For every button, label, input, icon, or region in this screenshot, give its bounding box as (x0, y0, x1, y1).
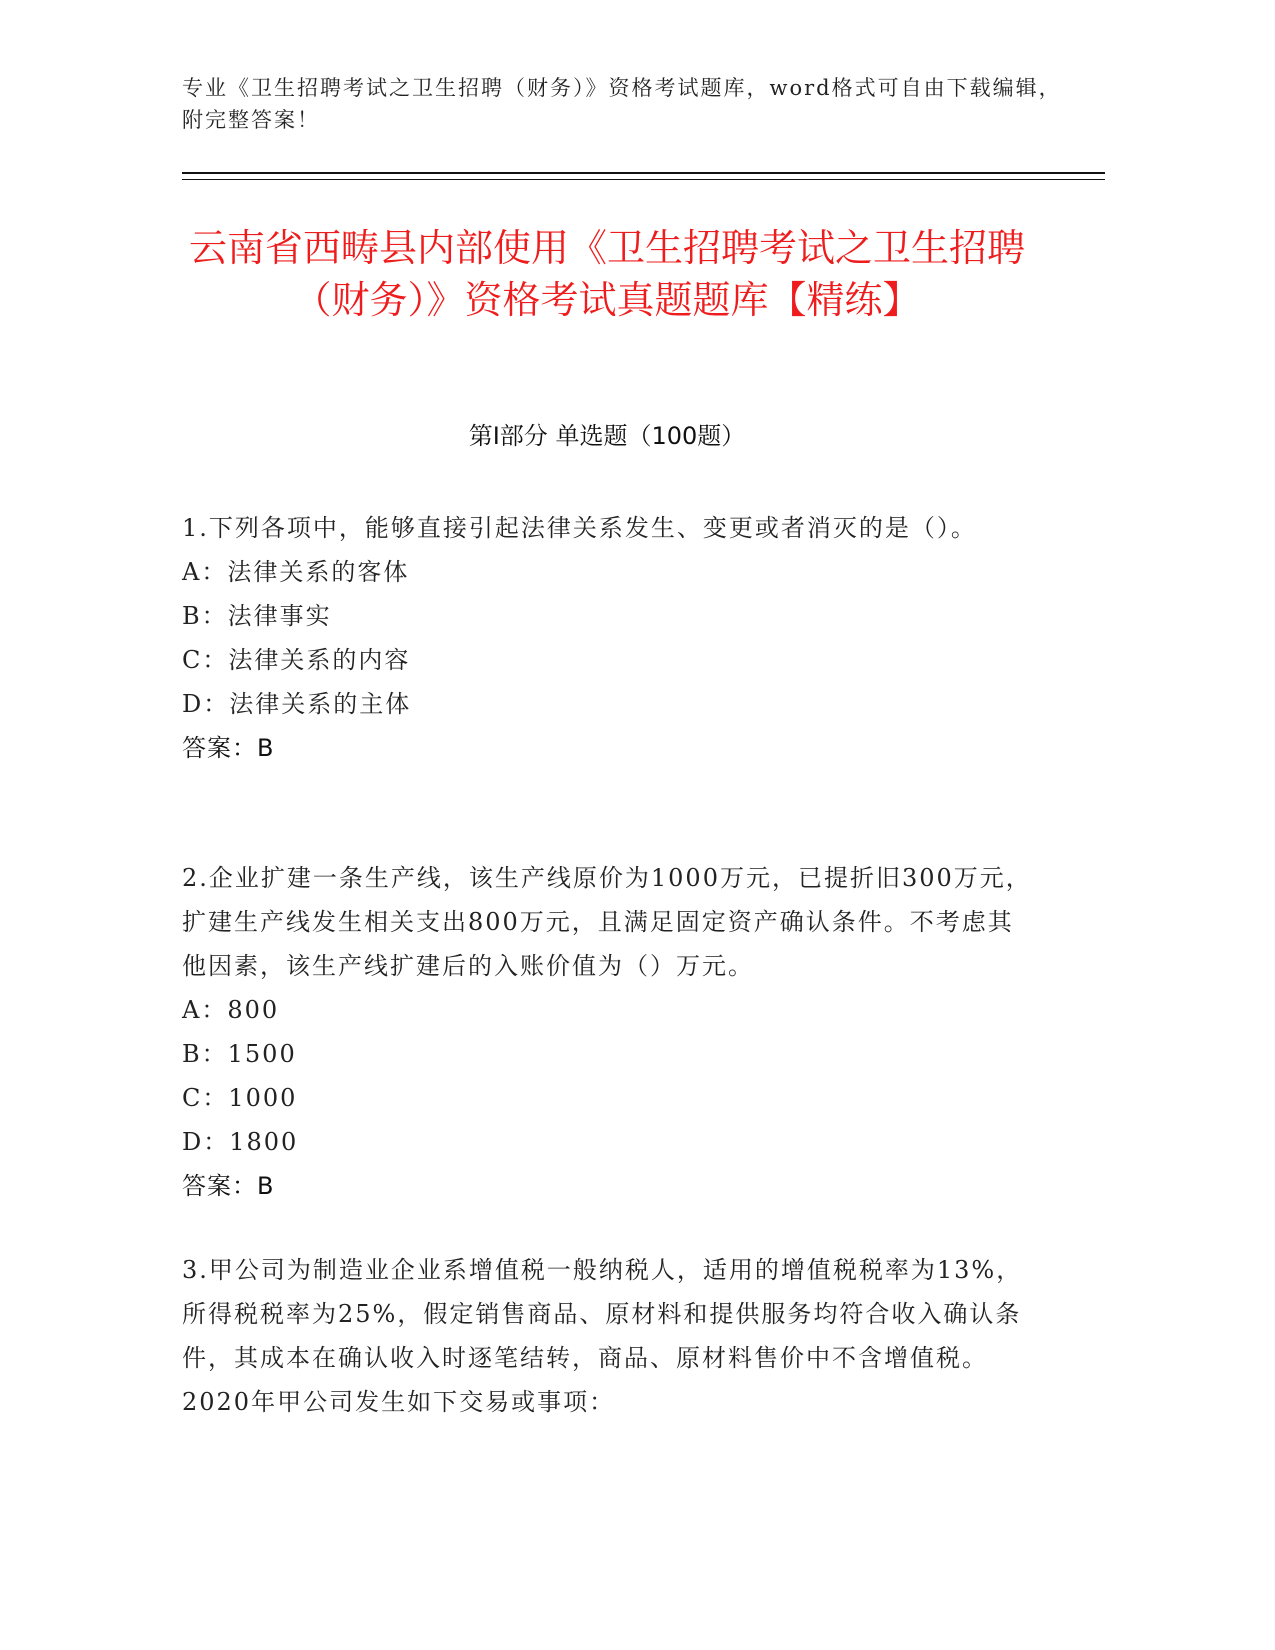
question-3 (182, 1248, 1032, 1424)
option-a: A：法律关系的客体 (182, 558, 410, 586)
header-divider-thin (182, 179, 1105, 180)
option-b: B：1500 (182, 1040, 297, 1068)
question-stem: 3.甲公司为制造业企业系增值税一般纳税人，适用的增值税税率为13%，所得税税率为25%，假定销售商品、原材料和提供服务均符合收入确认条件，其成本在确认收入时逐笔结转，商品、原材料售价中不含增值税。2020年甲公司发生如下交易或事项： (182, 1256, 1023, 1416)
question-2 (182, 856, 1032, 1208)
question-stem: 1.下列各项中，能够直接引起法律关系发生、变更或者消灭的是（）。 (182, 514, 977, 542)
option-b: B：法律事实 (182, 602, 332, 630)
document-title: 云南省西畴县内部使用《卫生招聘考试之卫生招聘（财务）》资格考试真题题库【精练】 (188, 226, 1025, 322)
option-d: D：法律关系的主体 (182, 690, 412, 718)
answer: 答案：B (182, 734, 275, 762)
question-stem: 2.企业扩建一条生产线，该生产线原价为1000万元，已提折旧300万元，扩建生产线发生相关支出800万元，且满足固定资产确认条件。不考虑其他因素，该生产线扩建后的入账价值为（）万元。 (182, 864, 1032, 980)
option-c: C：法律关系的内容 (182, 646, 411, 674)
answer: 答案：B (182, 1172, 275, 1200)
question-1 (182, 506, 1032, 770)
section-heading: 第I部分 单选题（100题） (468, 422, 746, 450)
option-c: C：1000 (182, 1084, 298, 1112)
option-d: D：1800 (182, 1128, 299, 1156)
header-note: 专业《卫生招聘考试之卫生招聘（财务）》资格考试题库，word格式可自由下载编辑，附完整答案！ (182, 76, 1062, 132)
header-divider-thick (182, 172, 1105, 174)
option-a: A：800 (182, 996, 280, 1024)
